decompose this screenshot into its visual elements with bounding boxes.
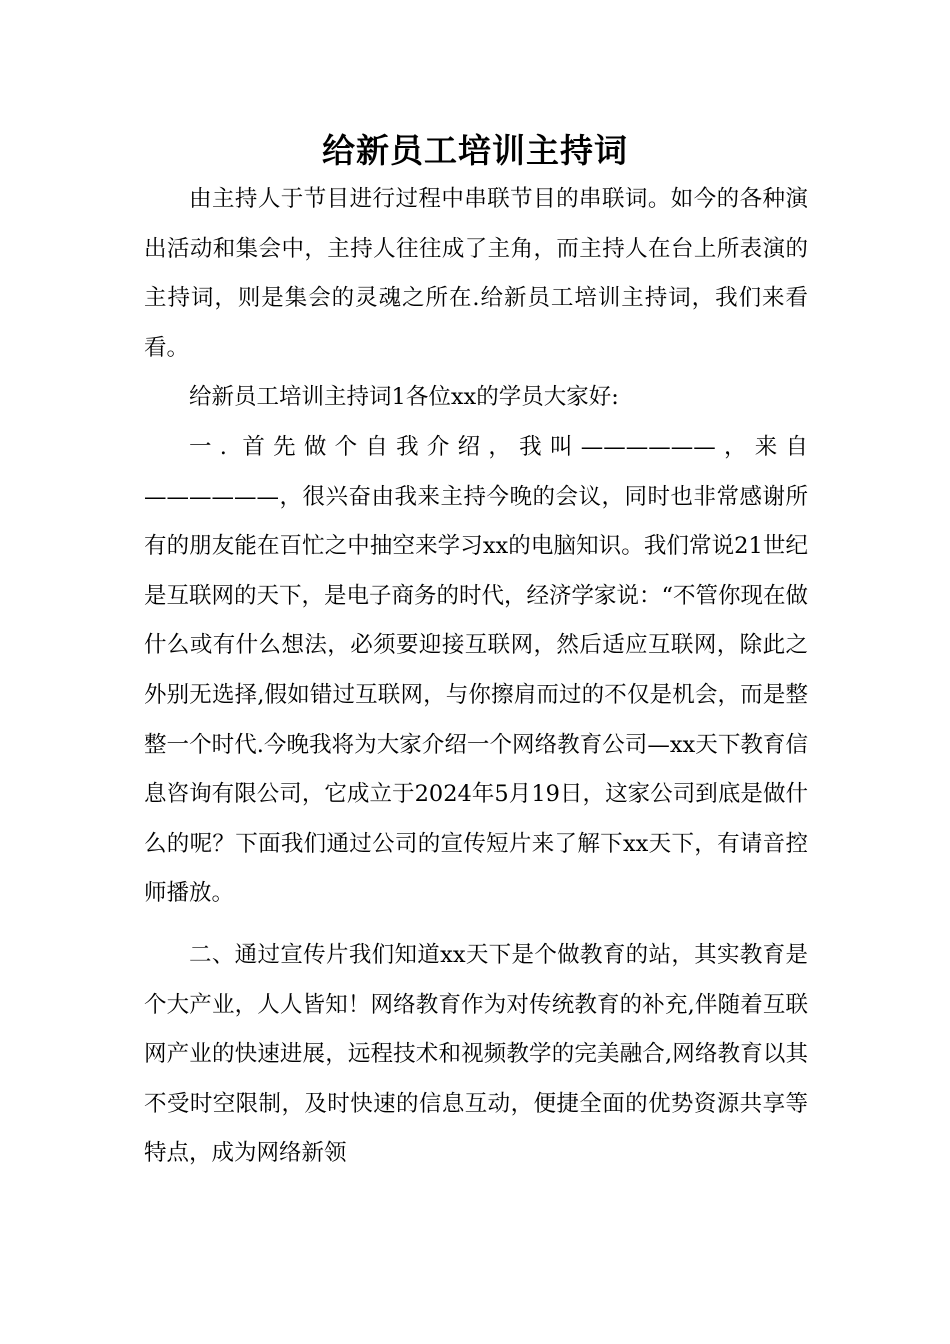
document-body [144,175,808,1179]
document-title: 给新员工培训主持词 [322,131,628,170]
paragraph-intro: 由主持人于节目进行过程中串联节目的串联词。如今的各种演出活动和集会中，主持人往往成了主角，而主持人在台上所表演的主持词，则是集会的灵魂之所在.给新员工培训主持词，我们来看看。 [144,186,808,361]
paragraph-section-one: 一. 首先做个自我介绍，我叫——————，来自——————，很兴奋由我来主持今晚的会议，同时也非常感谢所有的朋友能在百忙之中抽空来学习xx的电脑知识。我们常说21世纪是互联网的天下，是电子商务的时代，经济学家说：“不管你现在做什么或有什么想法，必须要迎接互联网，然后适应互联网，除此之外别无选择,假如错过互联网，与你擦肩而过的不仅是机会，而是整整一个时代.今晚我将为大家介绍一个网络教育公司—xx天下教育信息咨询有限公司，它成立于2024年5月19日，这家公司到底是做什么的呢？下面我们通过公司的宣传短片来了解下xx天下，有请音控师播放。 [144,433,809,907]
paragraph-section-two: 二、通过宣传片我们知道xx天下是个做教育的站，其实教育是个大产业，人人皆知！网络教育作为对传统教育的补充,伴随着互联网产业的快速进展，远程技术和视频教学的完美融合,网络教育以其不受时空限制，及时快速的信息互动，便捷全面的优势资源共享等特点，成为网络新领 [144,941,808,1167]
paragraph-greeting: 给新员工培训主持词1各位xx的学员大家好: [189,384,619,411]
